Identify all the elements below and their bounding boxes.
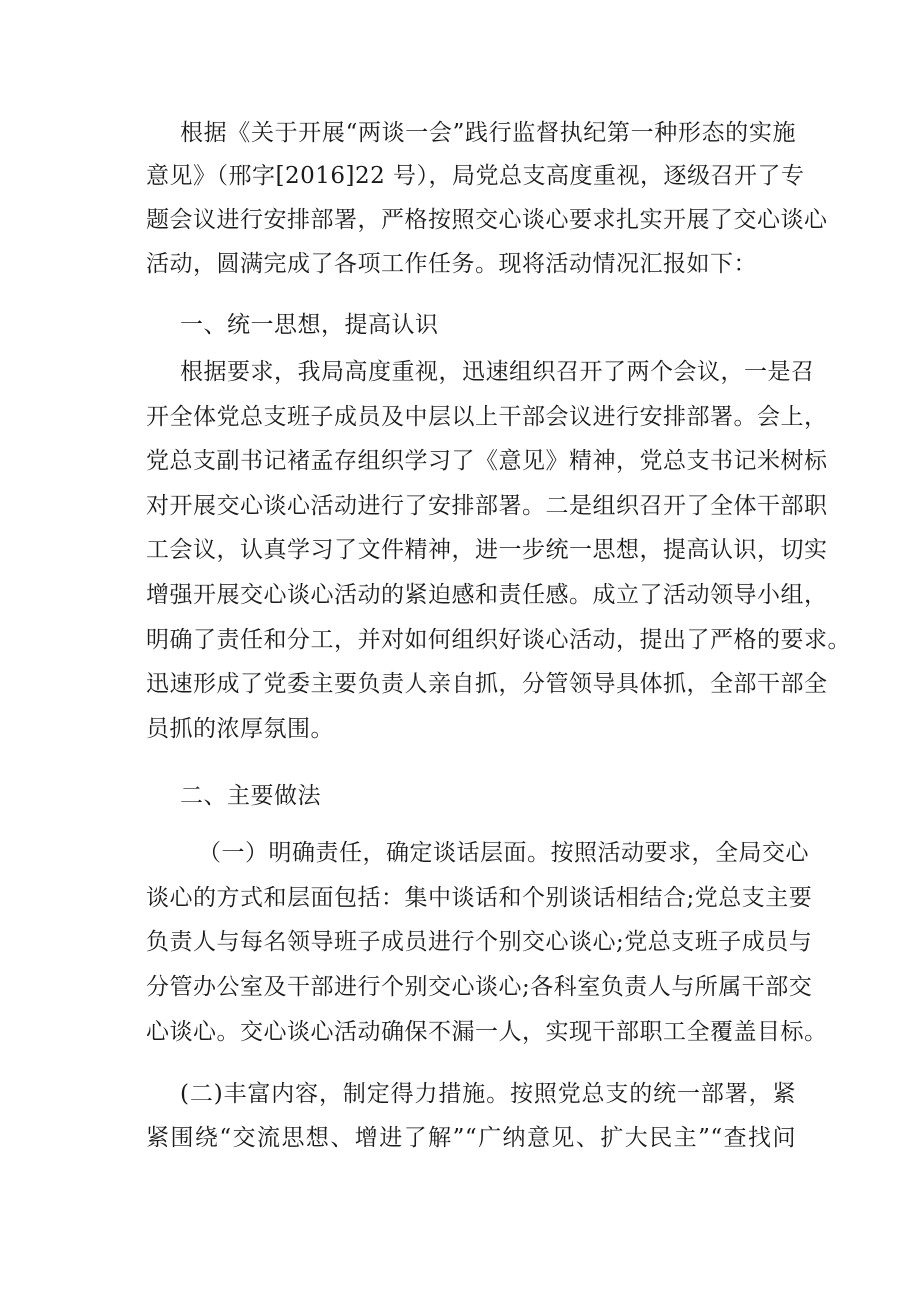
paragraph-line: 迅速形成了党委主要负责人亲自抓，分管领导具体抓，全部干部全 <box>146 671 828 697</box>
paragraph-line: 根据《关于开展“两谈一会”践行监督执纪第一种形态的实施 <box>180 120 796 146</box>
paragraph-line: 题会议进行安排部署，严格按照交心谈心要求扎实开展了交心谈心 <box>146 207 828 233</box>
paragraph-line: 明确了责任和分工，并对如何组织好谈心活动，提出了严格的要求。 <box>146 627 851 653</box>
paragraph-line: 紧围绕“交流思想、增进了解”“广纳意见、扩大民主”“查找问 <box>146 1125 796 1151</box>
paragraph-line: 开全体党总支班子成员及中层以上干部会议进行安排部署。会上， <box>146 404 828 430</box>
paragraph-line: 心谈心。交心谈心活动确保不漏一人，实现干部职工全覆盖目标。 <box>146 1019 828 1045</box>
paragraph-line: 增强开展交心谈心活动的紧迫感和责任感。成立了活动领导小组， <box>146 582 828 608</box>
paragraph-line: 工会议，认真学习了文件精神，进一步统一思想，提高认识，切实 <box>146 537 828 563</box>
paragraph-line: 对开展交心谈心活动进行了安排部署。二是组织召开了全体干部职 <box>146 493 828 519</box>
paragraph-line: 分管办公室及干部进行个别交心谈心;各科室负责人与所属干部交 <box>146 974 813 1000</box>
paragraph-line: 根据要求，我局高度重视，迅速组织召开了两个会议，一是召 <box>180 359 815 385</box>
section-heading: 二、主要做法 <box>180 783 321 809</box>
paragraph-line: 意见》（邢字[2016]22 号），局党总支高度重视，逐级召开了专 <box>146 163 805 189</box>
paragraph-line: 负责人与每名领导班子成员进行个别交心谈心;党总支班子成员与 <box>146 929 813 955</box>
paragraph-line: （一）明确责任，确定谈话层面。按照活动要求，全局交心 <box>198 840 809 866</box>
paragraph-line: 员抓的浓厚氛围。 <box>146 716 334 742</box>
paragraph-line: 谈心的方式和层面包括：集中谈话和个别谈话相结合;党总支主要 <box>146 885 813 911</box>
section-heading: 一、统一思想，提高认识 <box>180 312 439 338</box>
paragraph-line: 活动，圆满完成了各项工作任务。现将活动情况汇报如下： <box>146 251 757 277</box>
paragraph-line: (二)丰富内容，制定得力措施。按照党总支的统一部署，紧 <box>180 1081 796 1107</box>
paragraph-line: 党总支副书记褚孟存组织学习了《意见》精神，党总支书记米树标 <box>146 448 828 474</box>
